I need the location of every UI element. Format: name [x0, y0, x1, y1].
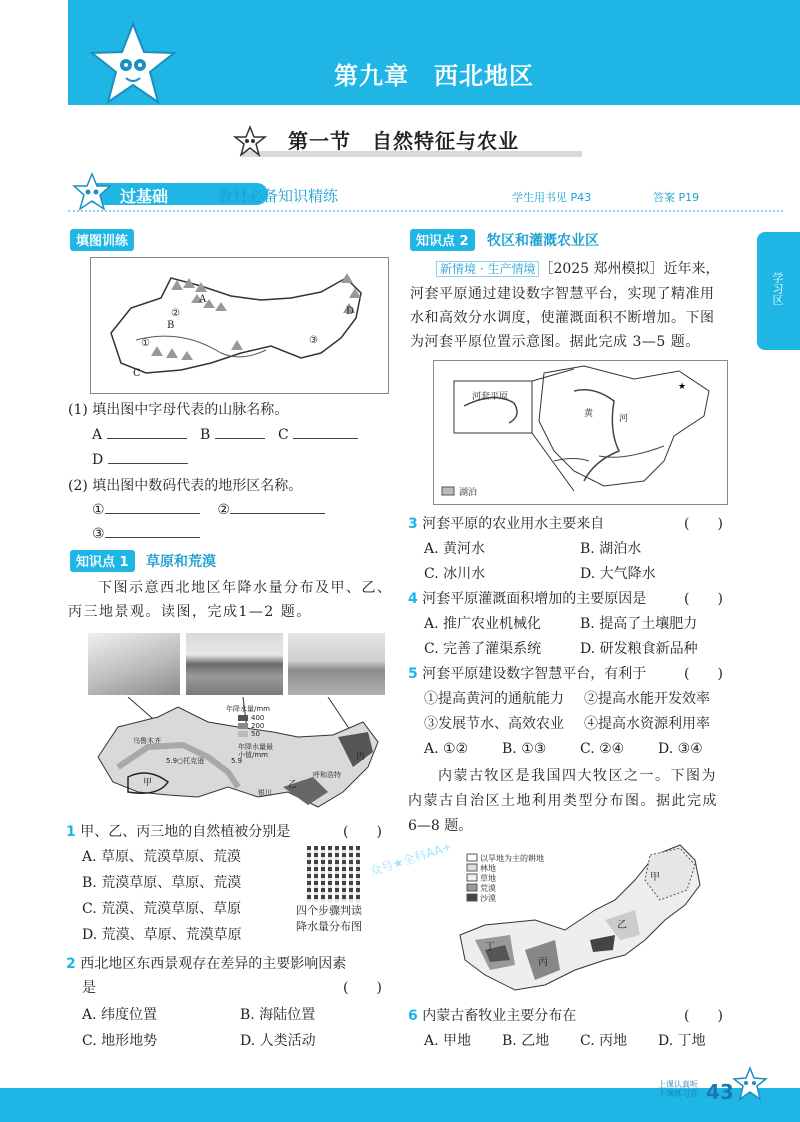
question-6-paren[interactable]: ( ): [684, 1008, 723, 1024]
section-title-block: [222, 125, 582, 155]
landscape-photo-grassland: [186, 633, 283, 695]
q2-option-c[interactable]: C. 地形地势: [82, 1033, 158, 1049]
answer-blank[interactable]: [107, 424, 187, 439]
q5-item-3: ③发展节水、高效农业: [424, 716, 564, 732]
q1-option-d[interactable]: D. 荒漠、草原、荒漠草原: [82, 927, 242, 943]
kp1-intro-line1: 下图示意西北地区年降水量分布及甲、乙、: [98, 580, 393, 596]
fill-question-2: (2) 填出图中数码代表的地形区名称。: [68, 478, 303, 494]
svg-text:沙漠: 沙漠: [480, 894, 496, 903]
q5-option-d[interactable]: D. ③④: [658, 741, 703, 757]
svg-text:乙: 乙: [288, 780, 298, 790]
qr-caption-2: 降水量分布图: [296, 920, 362, 933]
answer-blank[interactable]: [105, 499, 200, 514]
svg-text:年降水量/mm: 年降水量/mm: [226, 705, 270, 713]
kp2-intro-line2: 河套平原通过建设数字智慧平台，实现了精准用: [410, 286, 715, 302]
hetao-plain-map: [433, 360, 728, 505]
mongolia-intro-line1: 内蒙古牧区是我国四大牧区之一。下图为: [438, 768, 717, 784]
answer-blank[interactable]: [215, 424, 265, 439]
svg-text:★: ★: [678, 382, 687, 392]
section-title: 第一节 自然特征与农业: [288, 129, 519, 153]
q5-option-c[interactable]: C. ②④: [580, 741, 625, 757]
q3-option-a[interactable]: A. 黄河水: [424, 541, 486, 557]
question-4-paren[interactable]: ( ): [684, 591, 723, 607]
q1-option-b[interactable]: B. 荒漠草原、草原、荒漠: [82, 875, 242, 891]
knowledge-point-1-tag: 知识点 1: [70, 550, 135, 572]
answer-reference: 答案 P19: [653, 191, 700, 204]
q1-option-c[interactable]: C. 荒漠、荒漠草原、草原: [82, 901, 242, 917]
q4-option-c[interactable]: C. 完善了灌渠系统: [424, 641, 542, 657]
q5-item-4: ④提高水资源利用率: [584, 716, 710, 732]
svg-text:荒漠: 荒漠: [480, 884, 496, 893]
q2-option-b[interactable]: B. 海陆位置: [240, 1007, 316, 1023]
qr-code-pattern: [307, 846, 363, 902]
kp2-intro-line4: 为河套平原位置示意图。据此完成 3—5 题。: [410, 334, 700, 350]
kp1-intro-line2: 丙三地景观。读图，完成1—2 题。: [68, 604, 312, 620]
question-3-paren[interactable]: ( ): [684, 516, 723, 532]
fill-question-1: (1) 填出图中字母代表的山脉名称。: [68, 402, 289, 418]
answer-blank[interactable]: [108, 449, 188, 464]
banner-divider: [68, 210, 783, 212]
blank-label: D: [92, 452, 104, 468]
question-6-stem: 6 内蒙古畜牧业主要分布在: [408, 1008, 577, 1024]
svg-text:呼和浩特: 呼和浩特: [313, 771, 341, 779]
answer-blank[interactable]: [293, 424, 358, 439]
q3-option-d[interactable]: D. 大气降水: [580, 566, 656, 582]
mascot-icon: [72, 172, 112, 212]
svg-text:小值/mm: 小值/mm: [238, 751, 268, 759]
blank-label: ③: [92, 526, 105, 542]
mongolia-intro-line3: 6—8 题。: [408, 818, 473, 834]
svg-text:丙: 丙: [356, 752, 366, 762]
map-label: B: [167, 320, 175, 331]
map-label: C: [133, 368, 141, 379]
svg-text:河套平原: 河套平原: [472, 392, 509, 402]
context-badge: 新情境 · 生产情境: [436, 261, 539, 277]
knowledge-point-1-title: 草原和荒漠: [146, 554, 216, 570]
svg-text:银川: 银川: [258, 789, 272, 797]
q1-option-a[interactable]: A. 草原、荒漠草原、荒漠: [82, 849, 242, 865]
svg-text:50: 50: [251, 730, 260, 738]
svg-text:5.9○托克逊: 5.9○托克逊: [166, 757, 205, 765]
svg-text:200: 200: [251, 722, 265, 730]
q4-option-d[interactable]: D. 研发粮食新品种: [580, 641, 698, 657]
q5-item-1: ①提高黄河的通航能力: [424, 691, 564, 707]
svg-text:林地: 林地: [480, 864, 496, 873]
footer-note-line1: 上课认真听: [658, 1080, 698, 1089]
q5-option-b[interactable]: B. ①③: [502, 741, 547, 757]
map-label: ①: [141, 338, 150, 349]
banner-subtitle: 教材必备知识精练: [218, 187, 339, 205]
q3-option-b[interactable]: B. 湖泊水: [580, 541, 642, 557]
star-icon: [232, 125, 268, 157]
svg-text:年降水量最: 年降水量最: [238, 743, 273, 751]
footer-note-line2: 下课练习答: [658, 1089, 698, 1098]
precipitation-map: [88, 697, 388, 815]
northwest-mountains-map: [90, 257, 389, 394]
q6-option-a[interactable]: A. 甲地: [424, 1033, 472, 1049]
svg-text:湖泊: 湖泊: [459, 488, 478, 498]
fill-map-tag: 填图训练: [70, 229, 134, 251]
q4-option-b[interactable]: B. 提高了土壤肥力: [580, 616, 698, 632]
q2-option-a[interactable]: A. 纬度位置: [82, 1007, 158, 1023]
q4-option-a[interactable]: A. 推广农业机械化: [424, 616, 542, 632]
svg-text:400: 400: [251, 714, 265, 722]
svg-text:丁: 丁: [485, 942, 495, 953]
svg-text:甲: 甲: [650, 872, 660, 883]
map-label: D: [346, 306, 355, 317]
svg-text:河: 河: [619, 414, 629, 424]
mongolia-intro-line2: 内蒙古自治区土地利用类型分布图。据此完成: [408, 793, 718, 809]
svg-text:乙: 乙: [617, 920, 627, 931]
svg-text:以旱地为主的耕地: 以旱地为主的耕地: [480, 854, 544, 863]
qr-caption-1: 四个步骤判读: [296, 904, 362, 917]
question-2-stem: 2 西北地区东西景观存在差异的主要影响因素: [66, 956, 347, 972]
knowledge-point-2-tag: 知识点 2: [410, 229, 475, 251]
map-label: ③: [309, 335, 318, 346]
svg-text:丙: 丙: [538, 957, 548, 968]
side-tab-label: 学习区: [771, 272, 784, 305]
svg-text:5.9: 5.9: [231, 757, 243, 765]
fill-blanks-row-1: [92, 423, 358, 447]
chapter-title: 第九章 西北地区: [334, 62, 534, 90]
question-3-stem: 3 河套平原的农业用水主要来自: [408, 516, 605, 532]
question-5-stem: 5 河套平原建设数字智慧平台，有利于: [408, 666, 647, 682]
fill-blanks-row-3: [92, 498, 325, 522]
q6-option-c[interactable]: C. 丙地: [580, 1033, 628, 1049]
question-4-stem: 4 河套平原灌溉面积增加的主要原因是: [408, 591, 647, 607]
blank-label: B: [199, 427, 211, 443]
blank-label: C: [278, 427, 289, 443]
answer-blank[interactable]: [105, 523, 200, 538]
question-1-stem: 1 甲、乙、丙三地的自然植被分别是: [66, 824, 291, 840]
answer-blank[interactable]: [230, 499, 325, 514]
kp2-intro-line3: 水和高效分水调度，使灌溉面积不断增加。下图: [410, 310, 715, 326]
basics-banner: [68, 180, 783, 210]
q5-option-a[interactable]: A. ①②: [424, 741, 469, 757]
knowledge-point-2-title: 牧区和灌溉农业区: [487, 233, 599, 249]
q2-option-d[interactable]: D. 人类活动: [240, 1033, 316, 1049]
svg-text:乌鲁木齐: 乌鲁木齐: [133, 737, 161, 745]
question-2-stem-cont: 是: [82, 980, 96, 996]
star-mascot-icon: [88, 20, 178, 110]
question-5-paren[interactable]: ( ): [684, 666, 723, 682]
banner-label: 过基础: [120, 187, 169, 206]
footer-note: [658, 1080, 698, 1098]
fill-blanks-row-4: [92, 522, 200, 546]
svg-text:甲: 甲: [143, 778, 153, 788]
blank-label: A: [92, 427, 103, 443]
question-1-paren[interactable]: ( ): [343, 824, 382, 840]
q6-option-b[interactable]: B. 乙地: [502, 1033, 550, 1049]
map-label: A: [199, 294, 207, 305]
svg-text:草地: 草地: [480, 874, 496, 883]
svg-text:黄: 黄: [584, 409, 594, 419]
inner-mongolia-landuse-map: [455, 840, 725, 1000]
blank-label: ①: [92, 502, 105, 518]
book-reference: 学生用书见 P43: [512, 191, 592, 204]
map-label: ②: [171, 308, 180, 319]
watermark: 众号★全科AA+: [368, 839, 454, 879]
q5-item-2: ②提高水能开发效率: [584, 691, 710, 707]
blank-label: ②: [217, 502, 230, 518]
landscape-photo-desert: [88, 633, 180, 695]
q3-option-c[interactable]: C. 冰川水: [424, 566, 486, 582]
page-number: 43: [706, 1080, 734, 1104]
question-2-paren[interactable]: ( ): [343, 980, 382, 996]
study-area-tab[interactable]: [757, 232, 800, 350]
footer-mascot-icon: [732, 1066, 768, 1102]
landscape-photo-steppe: [288, 633, 385, 695]
fill-blanks-row-2: [92, 448, 188, 472]
q6-option-d[interactable]: D. 丁地: [658, 1033, 706, 1049]
kp2-intro-line1: 新情境 · 生产情境 ［2025 郑州模拟］近年来，: [436, 257, 720, 281]
